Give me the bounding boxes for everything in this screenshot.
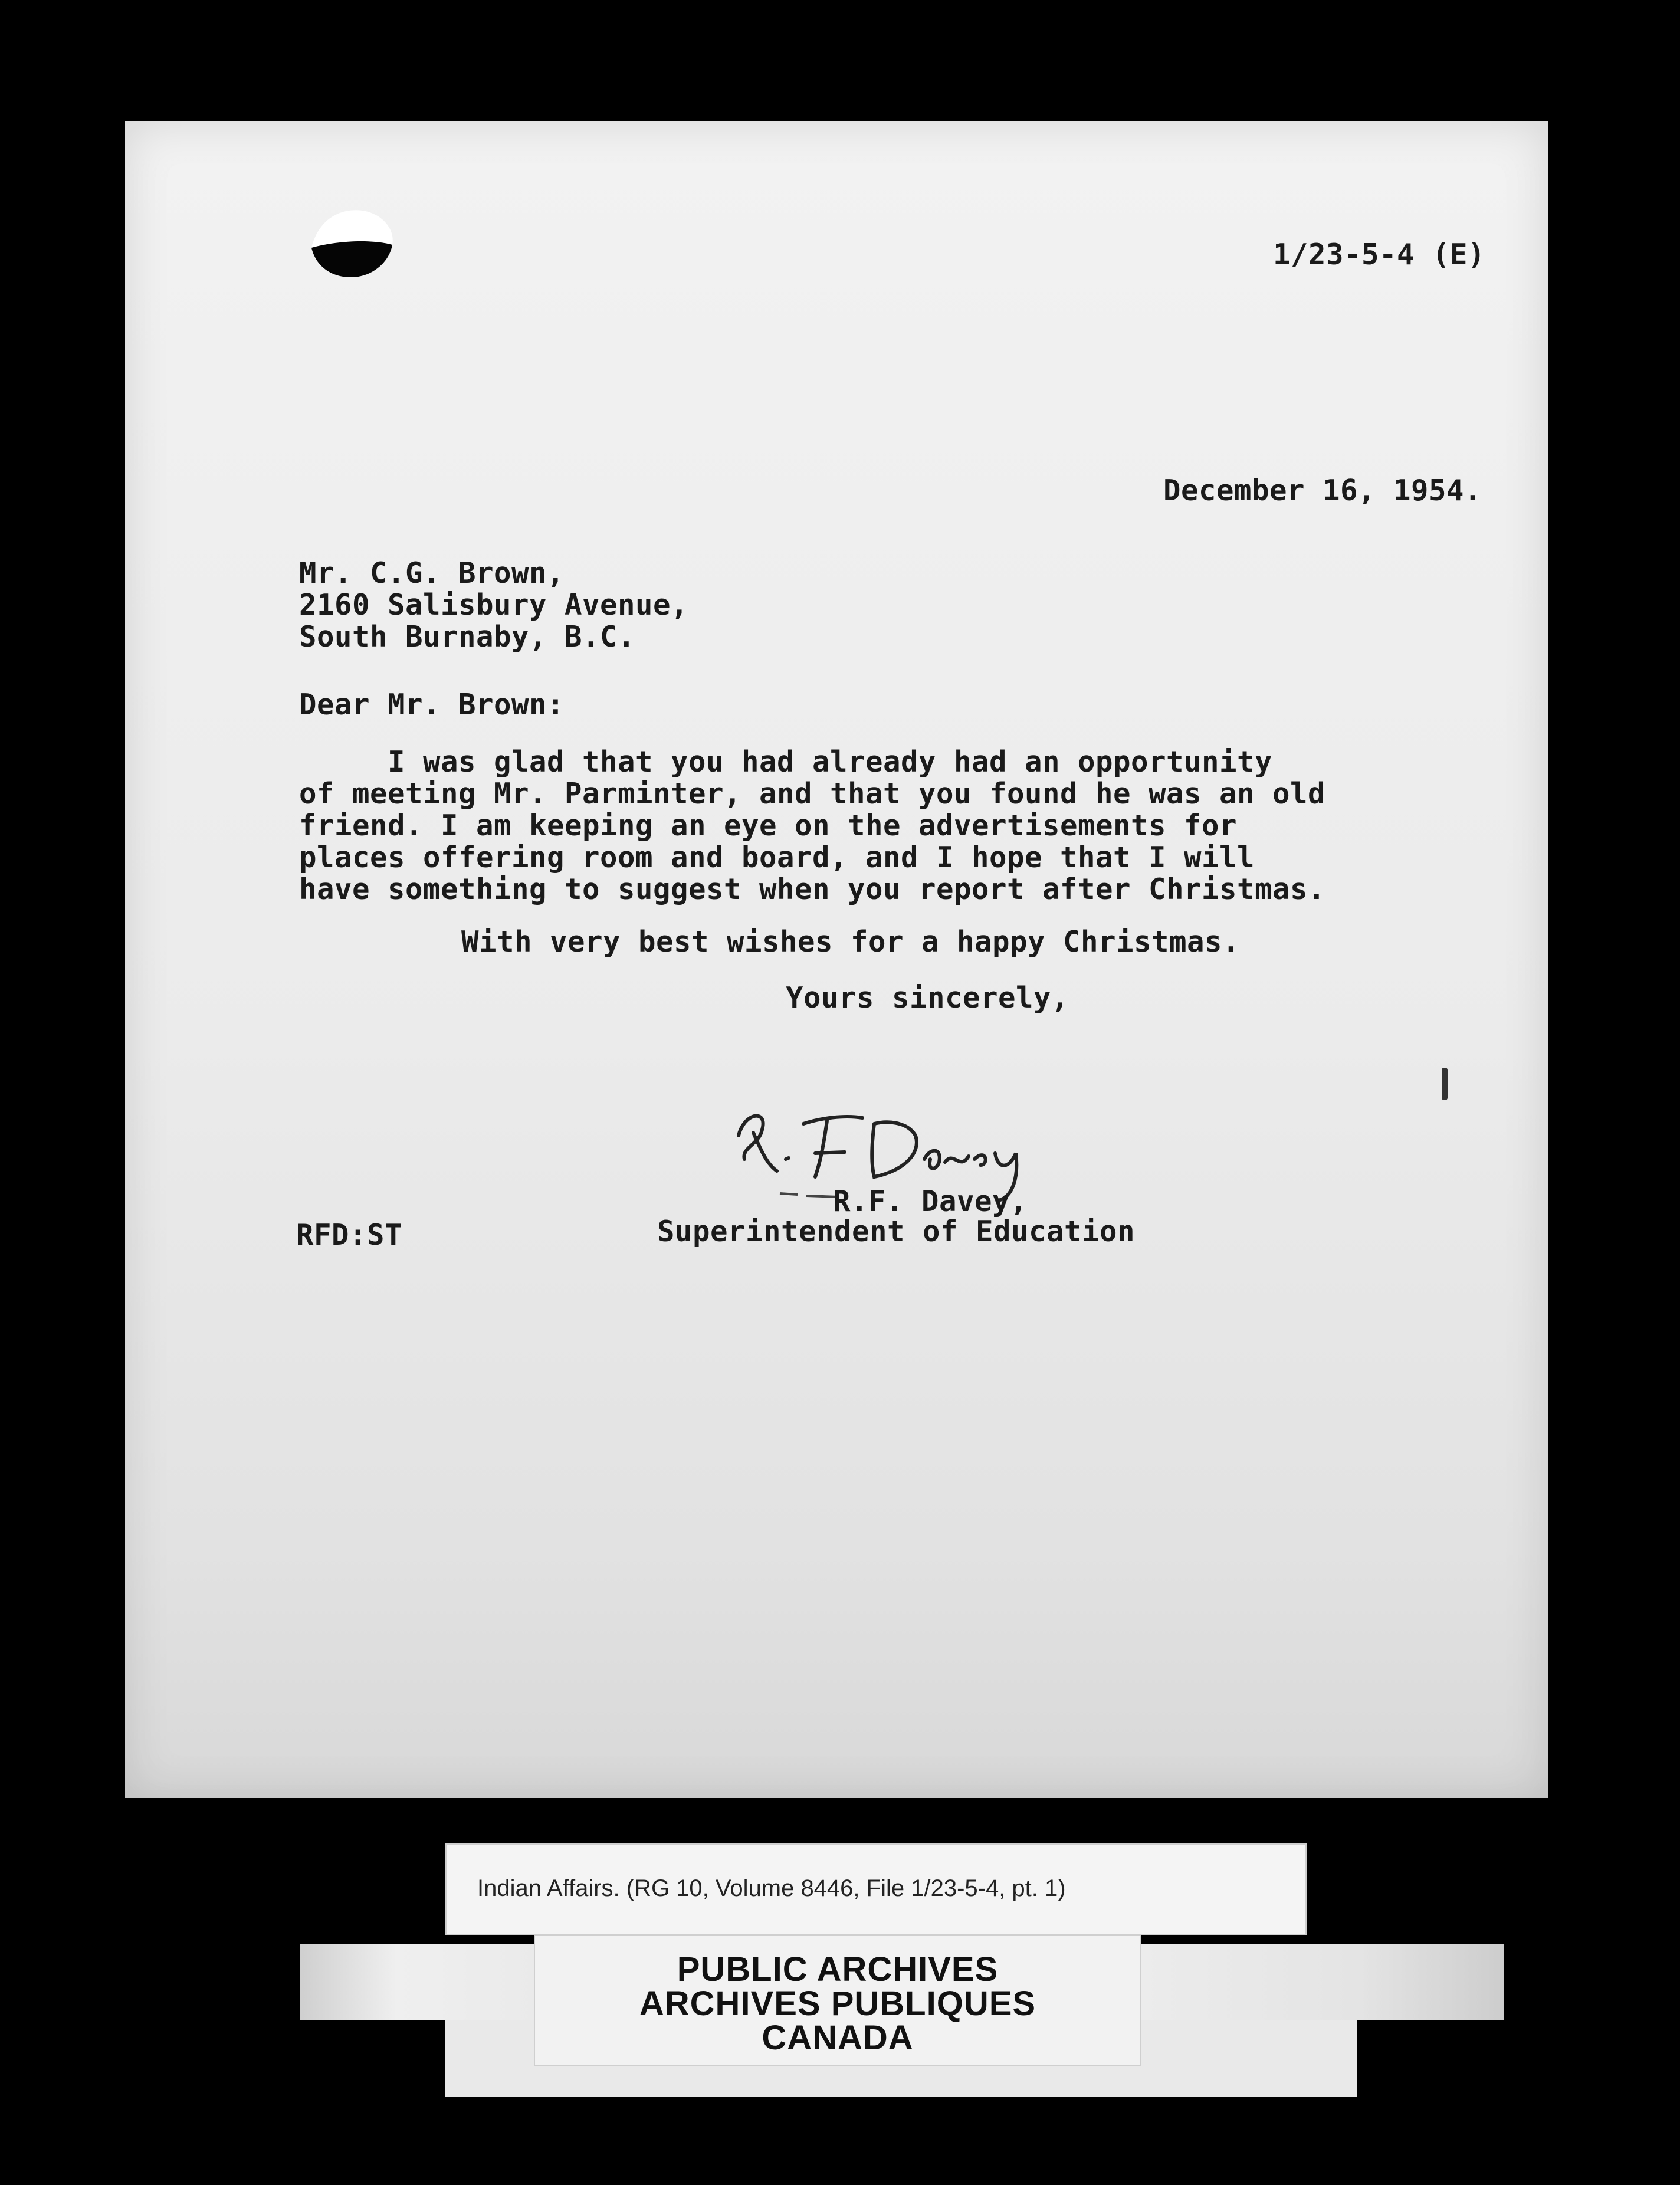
body-line: of meeting Mr. Parminter, and that you found he was an old [299,777,1326,811]
body-line: places offering room and board, and I hope that I will [299,841,1255,874]
address-line: Mr. C.G. Brown, [299,556,565,590]
archive-stamp [534,1935,1141,2066]
body-line: I was glad that you had already had an opportunity [299,745,1273,779]
archive-stamp-line: CANADA [762,2019,914,2057]
letter-body [299,746,1325,906]
stray-mark [1442,1068,1448,1100]
body-line: friend. I am keeping an eye on the advertisements for [299,809,1238,842]
address-line: 2160 Salisbury Avenue, [299,588,689,622]
salutation: Dear Mr. Brown: [299,688,565,721]
closing-wish: With very best wishes for a happy Christmas. [461,925,1241,959]
recipient-address [299,557,688,653]
complimentary-close: Yours sincerely, [786,981,1069,1015]
citation-label [445,1843,1307,1935]
signer-name: R.F. Davey, [833,1185,1028,1218]
archive-stamp-line: ARCHIVES PUBLIQUES [639,1984,1036,2023]
file-reference: 1/23-5-4 (E) [1273,238,1486,271]
letter-page [125,121,1548,1798]
punch-hole-mark [307,206,398,280]
archive-stamp-line: PUBLIC ARCHIVES [677,1950,999,1989]
signer-title: Superintendent of Education [657,1215,1136,1248]
citation-text: Indian Affairs. (RG 10, Volume 8446, File 1/23-5-4, pt. 1) [477,1875,1066,1901]
letter-date: December 16, 1954. [1163,474,1482,507]
address-line: South Burnaby, B.C. [299,620,636,654]
body-line: have something to suggest when you report after Christmas. [299,872,1326,906]
typist-initials: RFD:ST [296,1218,403,1252]
